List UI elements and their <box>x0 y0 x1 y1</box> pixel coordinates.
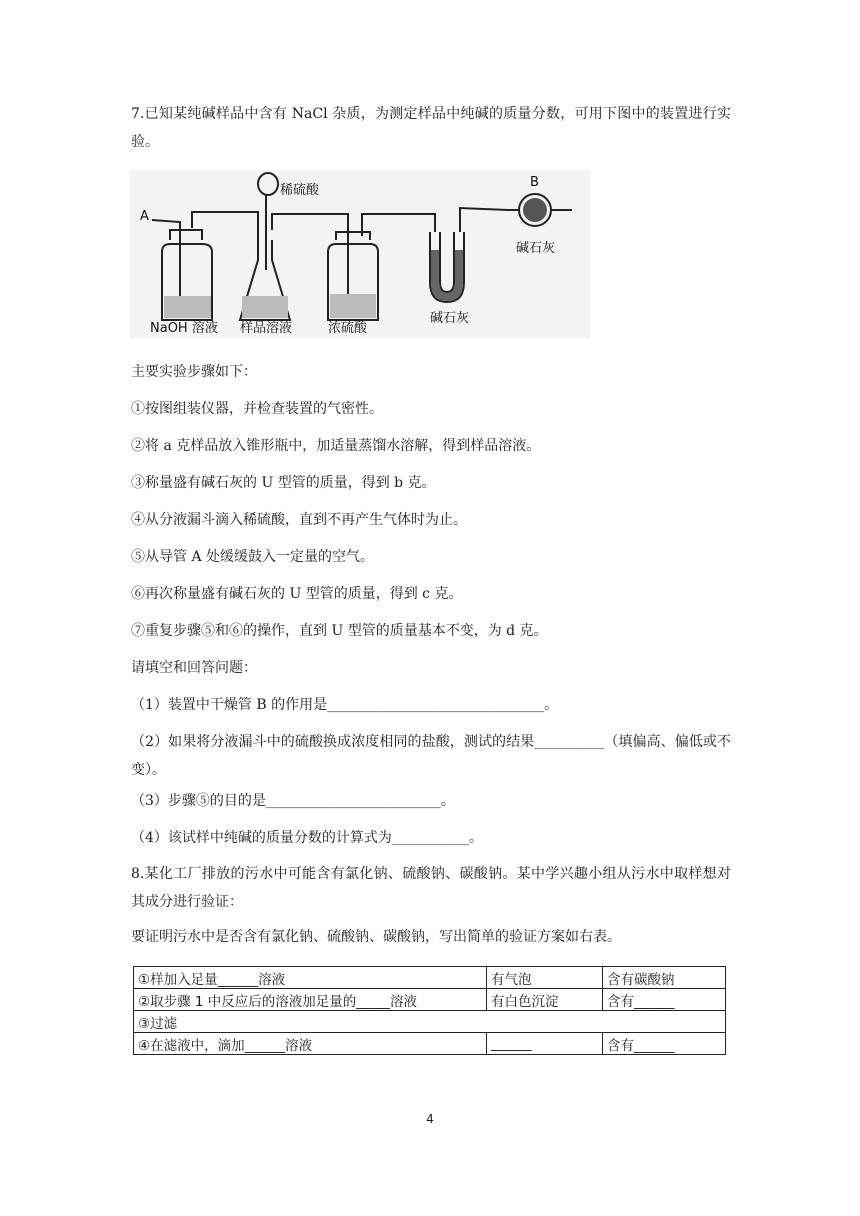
label-a: A <box>140 209 149 224</box>
step-7: ⑦重复步骤⑤和⑥的操作，直到 U 型管的质量基本不变，为 d 克。 <box>131 623 548 639</box>
table-row <box>134 1011 726 1033</box>
question-7-4: （4）该试样中纯碱的质量分数的计算式为___________。 <box>131 830 483 846</box>
question-7-2: （2）如果将分液漏斗中的硫酸换成浓度相同的盐酸，测试的结果__________（填偏高、偏低或不变）。 <box>131 734 731 778</box>
label-b: B <box>530 175 539 190</box>
question-7-3: （3）步骤⑤的目的是_________________________。 <box>131 793 455 809</box>
label-soda-lime-b: 碱石灰 <box>516 241 556 256</box>
apparatus-diagram <box>130 170 590 338</box>
question-7-intro: 7.已知某纯碱样品中含有 NaCl 杂质，为测定样品中纯碱的质量分数，可用下图中的装置进行实验。 <box>131 106 731 150</box>
step-6: ⑥再次称量盛有碱石灰的 U 型管的质量，得到 c 克。 <box>131 586 463 602</box>
table-cell: ______ <box>487 1033 603 1055</box>
table-row <box>134 989 726 1011</box>
step-5: ⑤从导管 A 处缓缓鼓入一定量的空气。 <box>131 549 375 565</box>
table-cell: ①样加入足量______溶液 <box>134 967 487 989</box>
step-4: ④从分液漏斗滴入稀硫酸，直到不再产生气体时为止。 <box>131 512 467 528</box>
table-cell: 有白色沉淀 <box>487 989 603 1011</box>
steps-heading: 主要实验步骤如下： <box>131 364 257 380</box>
table-cell: ②取步骤 1 中反应后的溶液加足量的_____溶液 <box>134 989 487 1011</box>
table-cell: ③过滤 <box>134 1011 726 1033</box>
experiment-apparatus-figure <box>130 170 590 338</box>
verification-table <box>133 966 726 1055</box>
question-8-intro: 8.某化工厂排放的污水中可能含有氯化钠、硫酸钠、碳酸钠。某中学兴趣小组从污水中取样想对其成分进行验证： <box>131 866 731 910</box>
table-row <box>134 1033 726 1055</box>
label-conc-acid: 浓硫酸 <box>328 321 368 336</box>
step-3: ③称量盛有碱石灰的 U 型管的质量，得到 b 克。 <box>131 475 436 491</box>
step-2: ②将 a 克样品放入锥形瓶中，加适量蒸馏水溶解，得到样品溶液。 <box>131 438 541 454</box>
label-naoh: NaOH 溶液 <box>150 321 218 336</box>
page-number: 4 <box>426 1112 434 1126</box>
questions-heading: 请填空和回答问题： <box>131 660 257 676</box>
table-cell: 含有______ <box>603 989 726 1011</box>
table-cell: ④在滤液中，滴加______溶液 <box>134 1033 487 1055</box>
table-row <box>134 967 726 989</box>
question-8-sub: 要证明污水中是否含有氯化钠、硫酸钠、碳酸钠，写出简单的验证方案如右表。 <box>131 929 621 945</box>
label-soda-lime-u: 碱石灰 <box>430 311 470 326</box>
table-cell: 有气泡 <box>487 967 603 989</box>
table-cell: 含有碳酸钠 <box>603 967 726 989</box>
label-sample-solution: 样品溶液 <box>240 321 293 336</box>
label-dilute-acid: 稀硫酸 <box>280 183 320 198</box>
step-1: ①按图组装仪器，并检查装置的气密性。 <box>131 401 383 417</box>
question-7-1: （1）装置中干燥管 B 的作用是_______________________________。 <box>131 697 559 713</box>
table-cell: 含有______ <box>603 1033 726 1055</box>
